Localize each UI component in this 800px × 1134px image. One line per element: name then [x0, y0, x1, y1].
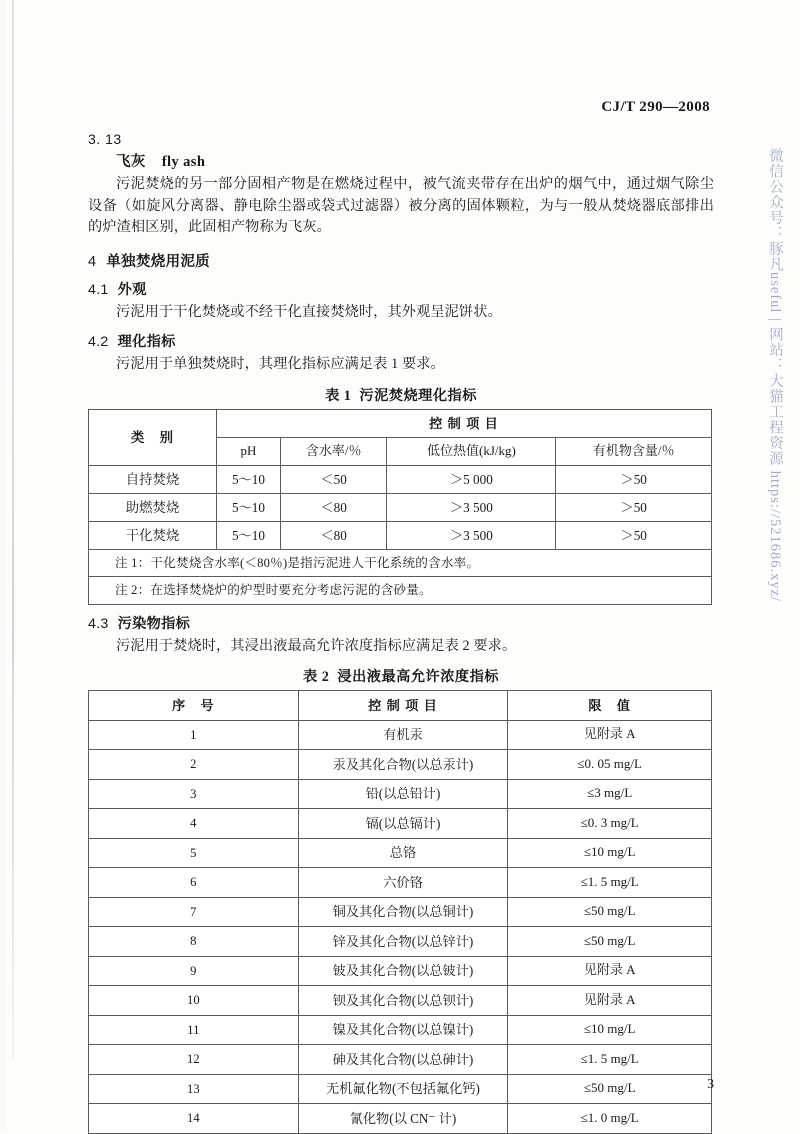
- definition-fly-ash: 污泥焚烧的另一部分固相产物是在燃烧过程中，被气流夹带存在出炉的烟气中，通过烟气除尘设备（如旋风分离器、静电除尘器或袋式过滤器）被分离的固体颗粒，为与一般从焚烧器底部排出的炉渣相区别，此固相产物称为飞灰。: [88, 176, 714, 236]
- table-2-row-5-no: 6: [89, 868, 299, 898]
- paragraph-4-1: 污泥用于干化焚烧或不经干化直接焚烧时，其外观呈泥饼状。: [116, 303, 502, 320]
- table-2-row-0-no: 1: [89, 720, 299, 750]
- table-row: [89, 809, 712, 839]
- table-2-row-9-no: 10: [89, 986, 299, 1016]
- table-2-row-5-item: 六价铬: [298, 868, 508, 898]
- table-2-row-10-item: 镍及其化合物(以总镍计): [298, 1015, 508, 1045]
- table-row: [89, 779, 712, 809]
- term-chinese: 飞灰: [116, 154, 146, 170]
- table-2-body: [89, 720, 712, 1133]
- table-row: [89, 1104, 712, 1134]
- table-2-row-2-limit: ≤3 mg/L: [508, 779, 712, 809]
- table-1-header-group: 控 制 项 目: [217, 409, 712, 437]
- table-1-col-ph: pH: [217, 437, 281, 465]
- paragraph-4-3: 污泥用于焚烧时，其浸出液最高允许浓度指标应满足表 2 要求。: [116, 637, 517, 654]
- table-1-row-1-ph: 5～10: [217, 493, 281, 521]
- table-1-number: 表 1: [325, 387, 352, 404]
- section-title-4: 单独焚烧用泥质: [106, 253, 210, 270]
- table-row: [89, 493, 712, 521]
- table-1-caption: [88, 385, 714, 405]
- table-2-row-9-limit: 见附录 A: [508, 986, 712, 1016]
- table-2-row-12-limit: ≤50 mg/L: [508, 1074, 712, 1104]
- table-2-row-1-no: 2: [89, 750, 299, 780]
- table-1-row-2-organic: ＞50: [556, 521, 712, 549]
- term-entry-fly-ash: [88, 150, 714, 171]
- table-1-col-moisture: 含水率/％: [280, 437, 387, 465]
- section-title-4-3: 污染物指标: [117, 615, 191, 632]
- table-2-row-4-no: 5: [89, 838, 299, 868]
- table-row: [89, 1074, 712, 1104]
- table-2-row-5-limit: ≤1. 5 mg/L: [508, 868, 712, 898]
- table-2-row-3-limit: ≤0. 3 mg/L: [508, 809, 712, 839]
- table-2-row-10-no: 11: [89, 1015, 299, 1045]
- table-1-body: [89, 409, 712, 604]
- table-1-row-2-moisture: ＜80: [280, 521, 387, 549]
- table-note-row: [89, 577, 712, 604]
- table-2-row-3-no: 4: [89, 809, 299, 839]
- section-number-4: 4: [88, 253, 97, 270]
- table-row: [89, 720, 712, 750]
- clause-number-3-13: 3. 13: [88, 131, 122, 147]
- table-row: [89, 1045, 712, 1075]
- table-row-header: [89, 691, 712, 721]
- table-2-row-11-limit: ≤1. 5 mg/L: [508, 1045, 712, 1075]
- table-physicochemical-indicators: [88, 409, 712, 605]
- section-number-4-1: 4.1: [88, 281, 109, 298]
- table-1-row-2-category: 干化焚烧: [89, 521, 217, 549]
- table-1-row-2-ph: 5～10: [217, 521, 281, 549]
- table-2-row-11-no: 12: [89, 1045, 299, 1075]
- table-row: [89, 838, 712, 868]
- section-title-4-1: 外观: [117, 281, 147, 298]
- table-2-row-13-limit: ≤1. 0 mg/L: [508, 1104, 712, 1134]
- table-2-row-1-item: 汞及其化合物(以总汞计): [298, 750, 508, 780]
- table-row-header-top: [89, 409, 712, 437]
- table-row: [89, 521, 712, 549]
- watermark-text: 微信公众号：豚凡useful | 网站：大猫工程资源 https://521686.xyz/: [767, 148, 783, 603]
- table-1-row-1-category: 助燃焚烧: [89, 493, 217, 521]
- section-heading-4-1: [88, 279, 714, 299]
- table-1-row-1-organic: ＞50: [556, 493, 712, 521]
- table-row: [89, 986, 712, 1016]
- table-1-col-organic: 有机物含量/％: [556, 437, 712, 465]
- table-2-col-item: 控 制 项 目: [298, 691, 508, 721]
- table-1-row-1-heating-value: ＞3 500: [387, 493, 556, 521]
- table-1-header-category: 类 别: [89, 409, 217, 465]
- table-2-row-8-no: 9: [89, 956, 299, 986]
- table-row: [89, 1015, 712, 1045]
- table-row: [89, 465, 712, 493]
- page-content: [88, 131, 714, 1134]
- table-row: [89, 868, 712, 898]
- table-1-col-heating-value: 低位热值(kJ/kg): [387, 437, 556, 465]
- table-2-row-4-limit: ≤10 mg/L: [508, 838, 712, 868]
- page-number: 3: [707, 1076, 714, 1091]
- table-2-row-11-item: 砷及其化合物(以总砷计): [298, 1045, 508, 1075]
- section-number-4-3: 4.3: [88, 615, 109, 632]
- table-note-row: [89, 549, 712, 576]
- table-2-row-0-item: 有机汞: [298, 720, 508, 750]
- table-2-row-12-no: 13: [89, 1074, 299, 1104]
- table-2-row-13-no: 14: [89, 1104, 299, 1134]
- table-1-row-2-heating-value: ＞3 500: [387, 521, 556, 549]
- table-1-row-0-heating-value: ＞5 000: [387, 465, 556, 493]
- table-1-title: 污泥焚烧理化指标: [359, 387, 477, 404]
- term-english: fly ash: [161, 154, 206, 170]
- table-2-row-10-limit: ≤10 mg/L: [508, 1015, 712, 1045]
- table-2-row-13-item: 氰化物(以 CN⁻ 计): [298, 1104, 508, 1134]
- table-2-row-9-item: 钡及其化合物(以总钡计): [298, 986, 508, 1016]
- table-row: [89, 897, 712, 927]
- table-2-row-6-limit: ≤50 mg/L: [508, 897, 712, 927]
- section-number-4-2: 4.2: [88, 334, 109, 351]
- table-2-col-no: 序 号: [89, 691, 299, 721]
- table-2-row-8-item: 铍及其化合物(以总铍计): [298, 956, 508, 986]
- table-2-col-limit: 限 值: [508, 691, 712, 721]
- table-row: [89, 956, 712, 986]
- table-1-row-0-organic: ＞50: [556, 465, 712, 493]
- section-heading-4-3: [88, 613, 714, 633]
- table-leachate-limits: [88, 690, 712, 1134]
- paragraph-4-2: 污泥用于单独焚烧时，其理化指标应满足表 1 要求。: [116, 356, 445, 373]
- table-1-row-0-ph: 5～10: [217, 465, 281, 493]
- table-2-row-3-item: 镉(以总镉计): [298, 809, 508, 839]
- table-2-row-6-item: 铜及其化合物(以总铜计): [298, 897, 508, 927]
- table-2-number: 表 2: [303, 669, 330, 686]
- table-2-row-2-no: 3: [89, 779, 299, 809]
- table-row: [89, 927, 712, 957]
- table-2-row-12-item: 无机氟化物(不包括氟化钙): [298, 1074, 508, 1104]
- table-2-row-8-limit: 见附录 A: [508, 956, 712, 986]
- table-2-row-0-limit: 见附录 A: [508, 720, 712, 750]
- table-1-note-1: 注 1：干化焚烧含水率(＜80％)是指污泥进人干化系统的含水率。: [89, 549, 712, 576]
- table-2-title: 浸出液最高允许浓度指标: [337, 669, 499, 686]
- table-2-row-4-item: 总铬: [298, 838, 508, 868]
- table-2-row-1-limit: ≤0. 05 mg/L: [508, 750, 712, 780]
- table-2-row-7-limit: ≤50 mg/L: [508, 927, 712, 957]
- table-1-row-0-moisture: ＜50: [280, 465, 387, 493]
- table-1-row-1-moisture: ＜80: [280, 493, 387, 521]
- table-2-caption: [88, 666, 714, 686]
- table-2-head: [89, 691, 712, 721]
- section-heading-4-2: [88, 331, 714, 351]
- table-2-row-7-item: 锌及其化合物(以总锌计): [298, 927, 508, 957]
- page-header-standard-code: CJ/T 290—2008: [601, 99, 710, 115]
- table-2-row-6-no: 7: [89, 897, 299, 927]
- table-2-row-7-no: 8: [89, 927, 299, 957]
- section-heading-4: [88, 250, 714, 271]
- table-1-row-0-category: 自持焚烧: [89, 465, 217, 493]
- section-title-4-2: 理化指标: [117, 334, 176, 351]
- table-row: [89, 750, 712, 780]
- table-1-note-2: 注 2：在选择焚烧炉的炉型时要充分考虑污泥的含砂量。: [89, 577, 712, 604]
- table-2-row-2-item: 铅(以总铅计): [298, 779, 508, 809]
